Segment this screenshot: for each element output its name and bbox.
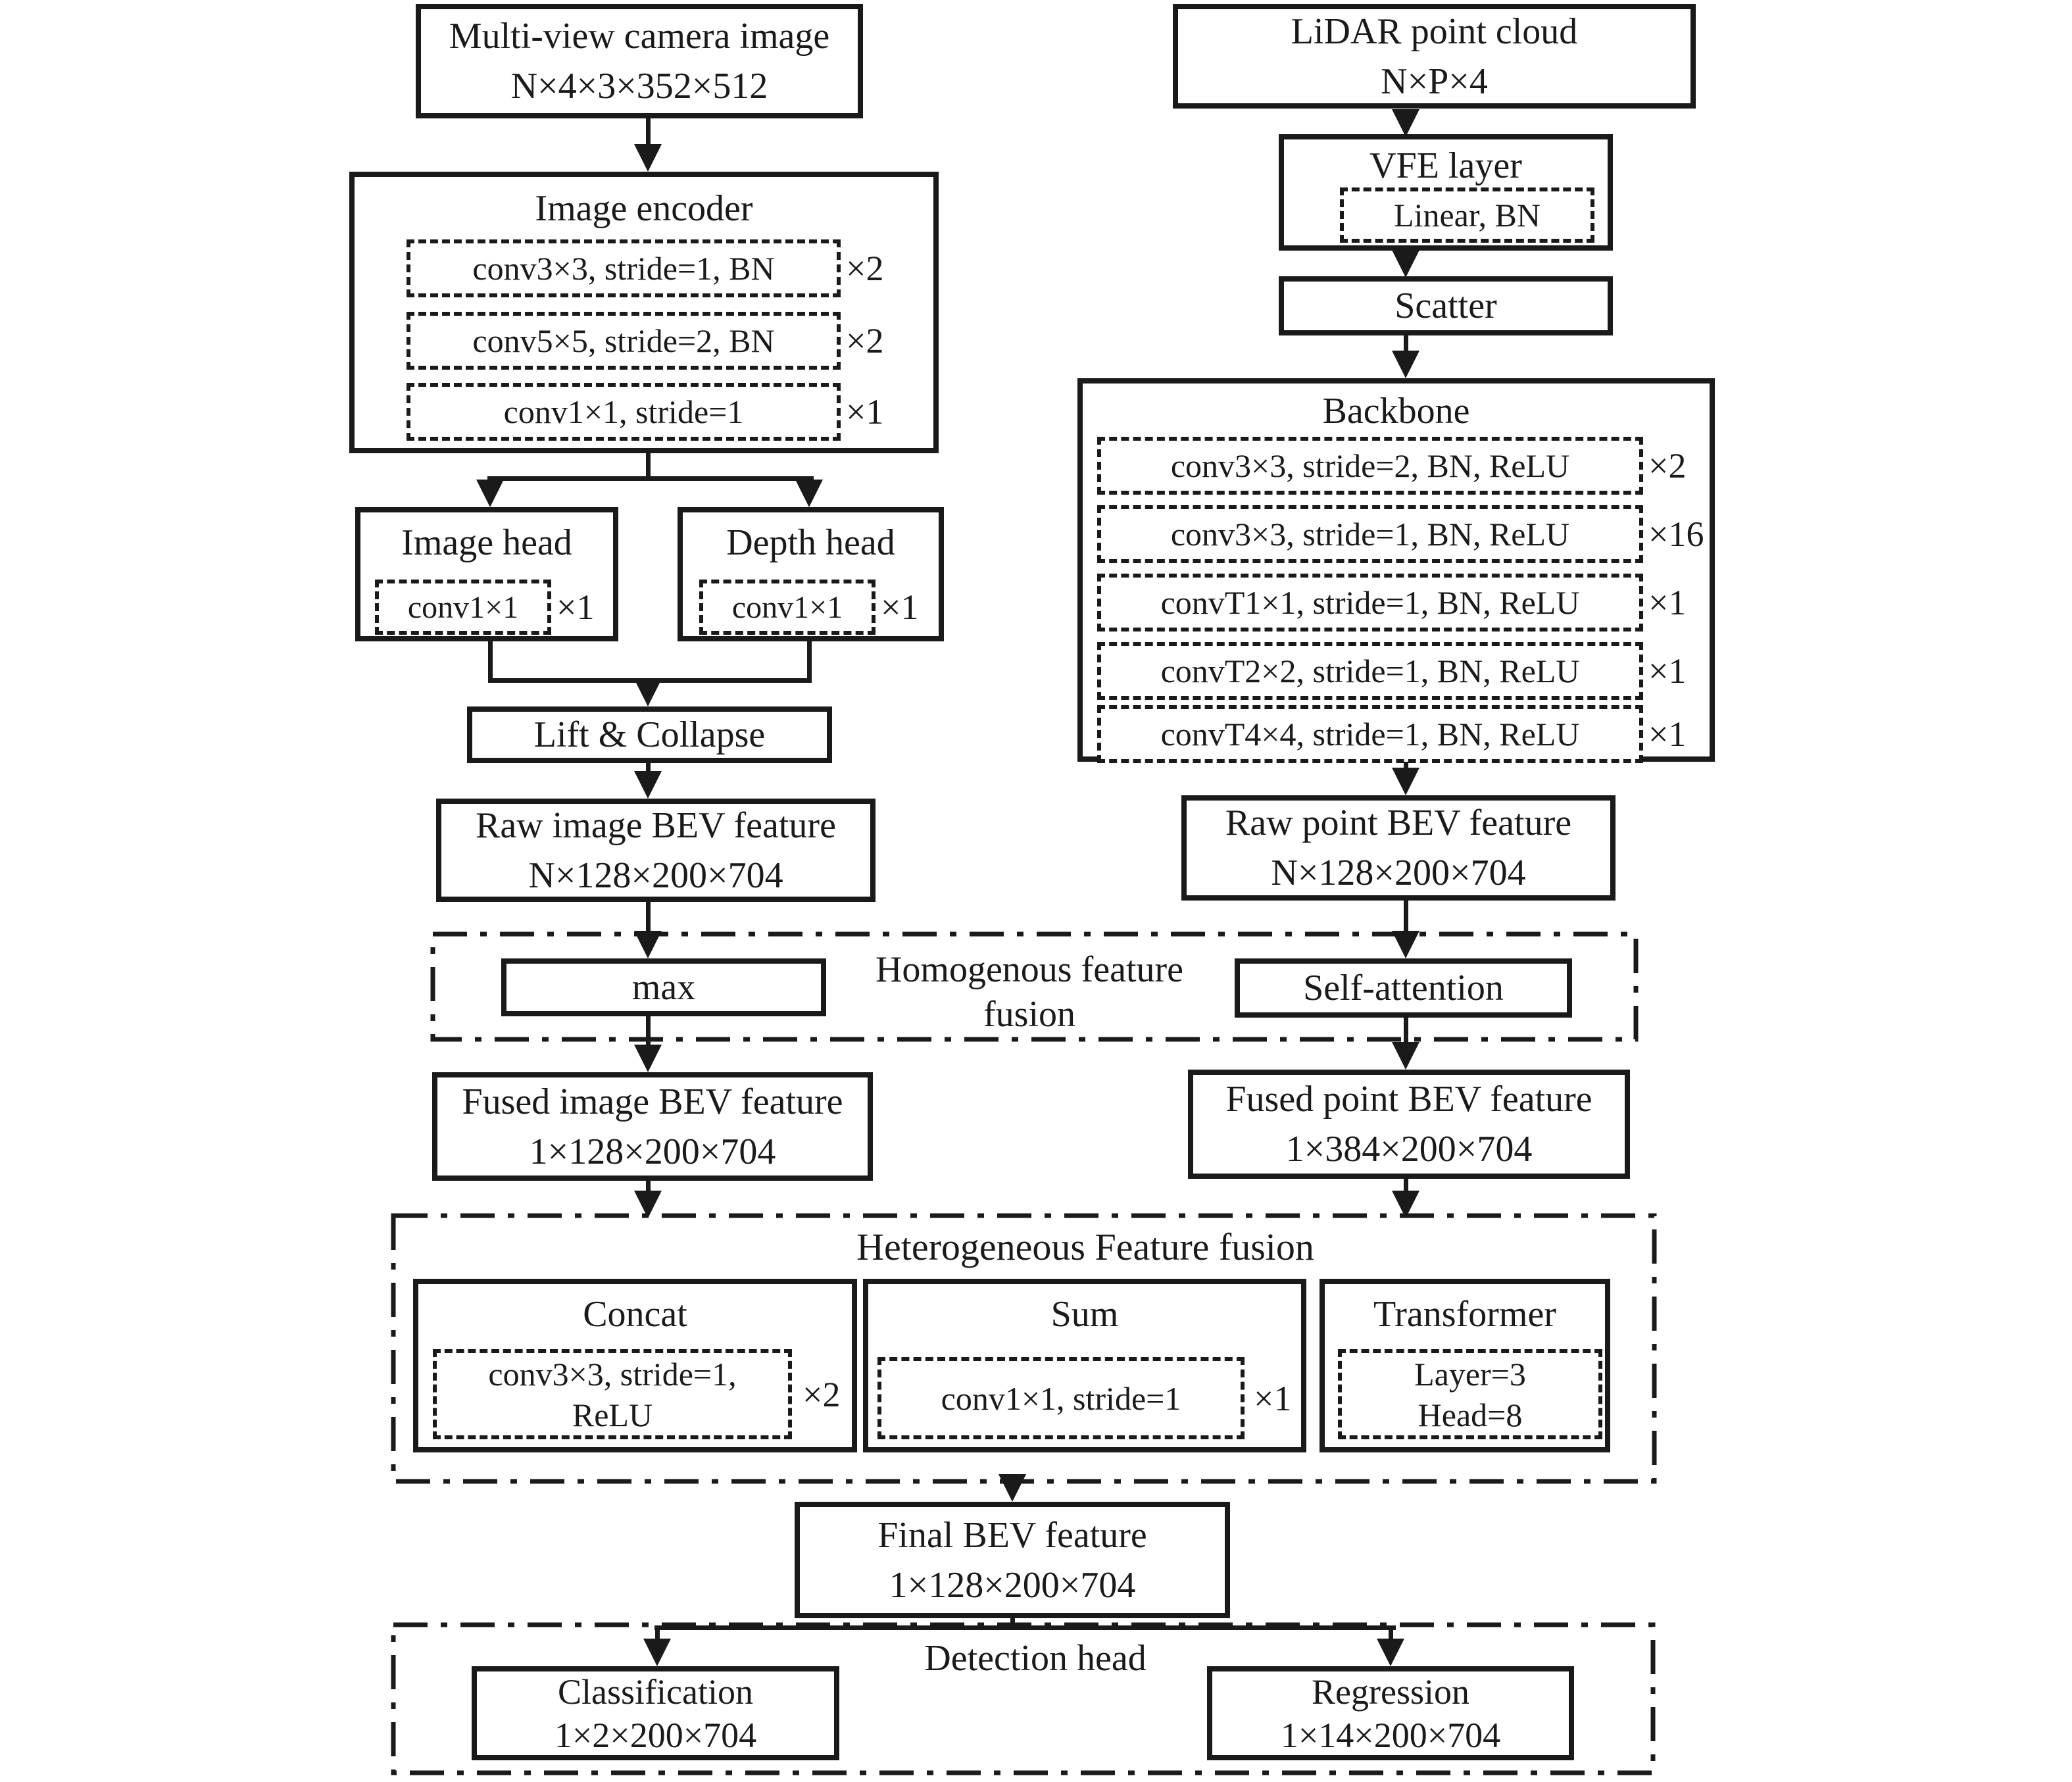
arrowhead-to-regression: [1377, 1639, 1404, 1666]
self-attention-box: [1235, 958, 1572, 1018]
connector-camera-to-encoder: [646, 118, 651, 144]
scatter-label: Scatter: [1394, 285, 1497, 326]
backbone-layer-4-mult: ×1: [1648, 714, 1687, 754]
backbone-layer-row: [1097, 505, 1714, 563]
fused-point-feature-title: Fused point BEV feature: [1225, 1079, 1592, 1120]
image-encoder-box: [349, 172, 939, 453]
transformer-box: [1320, 1279, 1610, 1452]
connector-scatter-to-backbone: [1404, 335, 1408, 351]
depth-head-title: Depth head: [726, 522, 895, 563]
raw-point-feature-box: [1181, 795, 1616, 901]
classification-box: [472, 1666, 839, 1760]
backbone-title: Backbone: [1322, 391, 1470, 432]
concat-layer-line2: ReLU: [572, 1396, 653, 1433]
backbone-layer-row: [1097, 705, 1714, 763]
depth-head-layer-row: [699, 580, 929, 635]
backbone-layer-1-mult: ×16: [1648, 514, 1704, 554]
connector-final-split-bar: [654, 1625, 1396, 1630]
final-feature-box: [795, 1502, 1230, 1618]
scatter-box: [1279, 276, 1613, 335]
encoder-layer-row: [407, 312, 906, 370]
final-feature-title: Final BEV feature: [877, 1514, 1147, 1556]
final-feature-dims: 1×128×200×704: [889, 1564, 1136, 1606]
homogeneous-fusion-label-line2: fusion: [983, 994, 1075, 1035]
arrowhead-lift-to-rawimg: [634, 771, 662, 799]
vfe-layer-title: VFE layer: [1369, 145, 1522, 186]
backbone-box: [1077, 378, 1715, 762]
arrowhead-fusedimg-to-hetero: [634, 1191, 662, 1218]
image-head-mult: ×1: [556, 587, 595, 627]
backbone-layer-3: convT2×2, stride=1, BN, ReLU: [1097, 642, 1643, 700]
classification-title: Classification: [558, 1671, 753, 1712]
arrowhead-vfe-to-scatter: [1392, 250, 1419, 278]
arrowhead-fusedpoint-to-hetero: [1392, 1191, 1419, 1218]
connector-selfattn-to-fusedpoint: [1404, 1018, 1408, 1043]
arrowhead-camera-to-encoder: [634, 144, 662, 172]
backbone-layer-row: [1097, 437, 1714, 495]
encoder-layer-row: [407, 383, 906, 441]
classification-dims: 1×2×200×704: [554, 1715, 757, 1755]
camera-input-title: Multi-view camera image: [449, 16, 830, 57]
arrowhead-max-to-fusedimg: [634, 1045, 662, 1072]
arrowhead-hetero-to-final: [999, 1474, 1026, 1502]
depth-head-box: [678, 507, 944, 641]
lidar-input-title: LiDAR point cloud: [1291, 11, 1578, 52]
arrowhead-selfattn-to-fusedpoint: [1392, 1042, 1419, 1070]
camera-input-dims: N×4×3×352×512: [510, 66, 768, 107]
transformer-param2: Head=8: [1418, 1396, 1523, 1433]
raw-image-feature-dims: N×128×200×704: [528, 854, 783, 896]
raw-image-feature-box: [436, 799, 876, 902]
regression-title: Regression: [1312, 1671, 1469, 1712]
encoder-layer-2: conv1×1, stride=1: [407, 383, 841, 441]
encoder-layer-1-mult: ×2: [846, 321, 884, 360]
detection-head-title: Detection head: [924, 1638, 1147, 1679]
connector-to-classification: [655, 1625, 660, 1640]
encoder-layer-1: conv5×5, stride=2, BN: [407, 312, 841, 370]
image-head-layer: conv1×1: [375, 580, 551, 635]
heterogeneous-fusion-title: Heterogeneous Feature fusion: [856, 1225, 1314, 1268]
sum-layer: conv1×1, stride=1: [877, 1357, 1245, 1439]
connector-fusedpoint-to-hetero: [1404, 1179, 1408, 1191]
arrowhead-backbone-to-rawpoint: [1392, 768, 1419, 795]
image-head-title: Image head: [401, 522, 572, 563]
connector-encoder-split-bar: [487, 476, 814, 481]
image-head-box: [355, 507, 618, 641]
depth-head-mult: ×1: [881, 587, 919, 627]
fused-point-feature-box: [1188, 1070, 1630, 1179]
homogeneous-fusion-label-line1: Homogenous feature: [875, 949, 1184, 990]
sum-mult: ×1: [1254, 1378, 1292, 1418]
backbone-layer-1: conv3×3, stride=1, BN, ReLU: [1097, 505, 1643, 563]
backbone-layer-0: conv3×3, stride=2, BN, ReLU: [1097, 437, 1643, 495]
vfe-layer-box: [1279, 134, 1613, 251]
encoder-layer-0-mult: ×2: [846, 249, 884, 288]
arrowhead-to-image-head: [476, 480, 504, 507]
fused-image-feature-box: [432, 1072, 873, 1181]
regression-box: [1207, 1666, 1574, 1760]
sum-title: Sum: [1050, 1294, 1119, 1335]
vfe-linear-bn-layer: Linear, BN: [1340, 187, 1594, 243]
fused-image-feature-title: Fused image BEV feature: [462, 1081, 843, 1122]
max-op-box: [501, 958, 826, 1016]
arrowhead-lidar-to-vfe: [1392, 109, 1419, 137]
lidar-input-box: [1173, 4, 1696, 109]
transformer-params: [1338, 1349, 1602, 1439]
depth-head-layer: conv1×1: [699, 580, 876, 635]
fused-image-feature-dims: 1×128×200×704: [529, 1131, 776, 1172]
connector-image-head-down: [488, 641, 493, 681]
concat-box: [413, 1279, 857, 1452]
homogeneous-fusion-label: [832, 947, 1227, 1037]
raw-point-feature-dims: N×128×200×704: [1271, 853, 1526, 893]
max-op-label: max: [631, 967, 696, 1008]
connector-depth-head-down: [807, 641, 812, 681]
image-head-layer-row: [375, 580, 605, 635]
sum-box: [863, 1279, 1306, 1452]
arrowhead-rawpoint-to-selfattn: [1392, 931, 1419, 958]
self-attention-label: Self-attention: [1303, 968, 1504, 1008]
backbone-layer-2-mult: ×1: [1648, 583, 1687, 622]
concat-layer: [433, 1349, 792, 1439]
transformer-title: Transformer: [1373, 1294, 1556, 1335]
arrowhead-scatter-to-backbone: [1392, 351, 1419, 378]
connector-to-regression: [1389, 1625, 1393, 1640]
raw-image-feature-title: Raw image BEV feature: [476, 804, 836, 846]
raw-point-feature-title: Raw point BEV feature: [1225, 803, 1572, 843]
fused-point-feature-dims: 1×384×200×704: [1285, 1129, 1533, 1170]
backbone-layer-row: [1097, 642, 1714, 700]
concat-title: Concat: [583, 1294, 687, 1335]
lidar-input-dims: N×P×4: [1381, 61, 1488, 102]
connector-max-to-fusedimg: [646, 1016, 651, 1045]
camera-input-box: [416, 4, 863, 118]
backbone-layer-0-mult: ×2: [1648, 446, 1687, 485]
backbone-layer-4: convT4×4, stride=1, BN, ReLU: [1097, 705, 1643, 763]
connector-rawpoint-to-selfattn: [1404, 901, 1408, 931]
image-encoder-title: Image encoder: [535, 188, 753, 229]
lift-collapse-box: [467, 706, 832, 763]
encoder-layer-row: [407, 239, 906, 297]
arrowhead-to-depth-head: [795, 480, 823, 507]
connector-fusedimg-to-hetero: [646, 1181, 651, 1191]
concat-mult: ×2: [802, 1374, 841, 1414]
arrowhead-to-lift-collapse: [634, 679, 662, 706]
regression-dims: 1×14×200×704: [1280, 1715, 1501, 1755]
transformer-param1: Layer=3: [1414, 1355, 1526, 1393]
lift-collapse-label: Lift & Collapse: [533, 714, 766, 755]
backbone-layer-2: convT1×1, stride=1, BN, ReLU: [1097, 574, 1643, 631]
encoder-layer-0: conv3×3, stride=1, BN: [407, 239, 841, 297]
backbone-layer-3-mult: ×1: [1648, 651, 1687, 691]
arrowhead-rawimg-to-max: [634, 931, 662, 958]
connector-rawimg-to-max: [646, 902, 651, 931]
arrowhead-to-classification: [643, 1639, 671, 1666]
backbone-layer-row: [1097, 574, 1714, 631]
concat-layer-line1: conv3×3, stride=1,: [488, 1355, 737, 1393]
encoder-layer-2-mult: ×1: [846, 392, 884, 432]
